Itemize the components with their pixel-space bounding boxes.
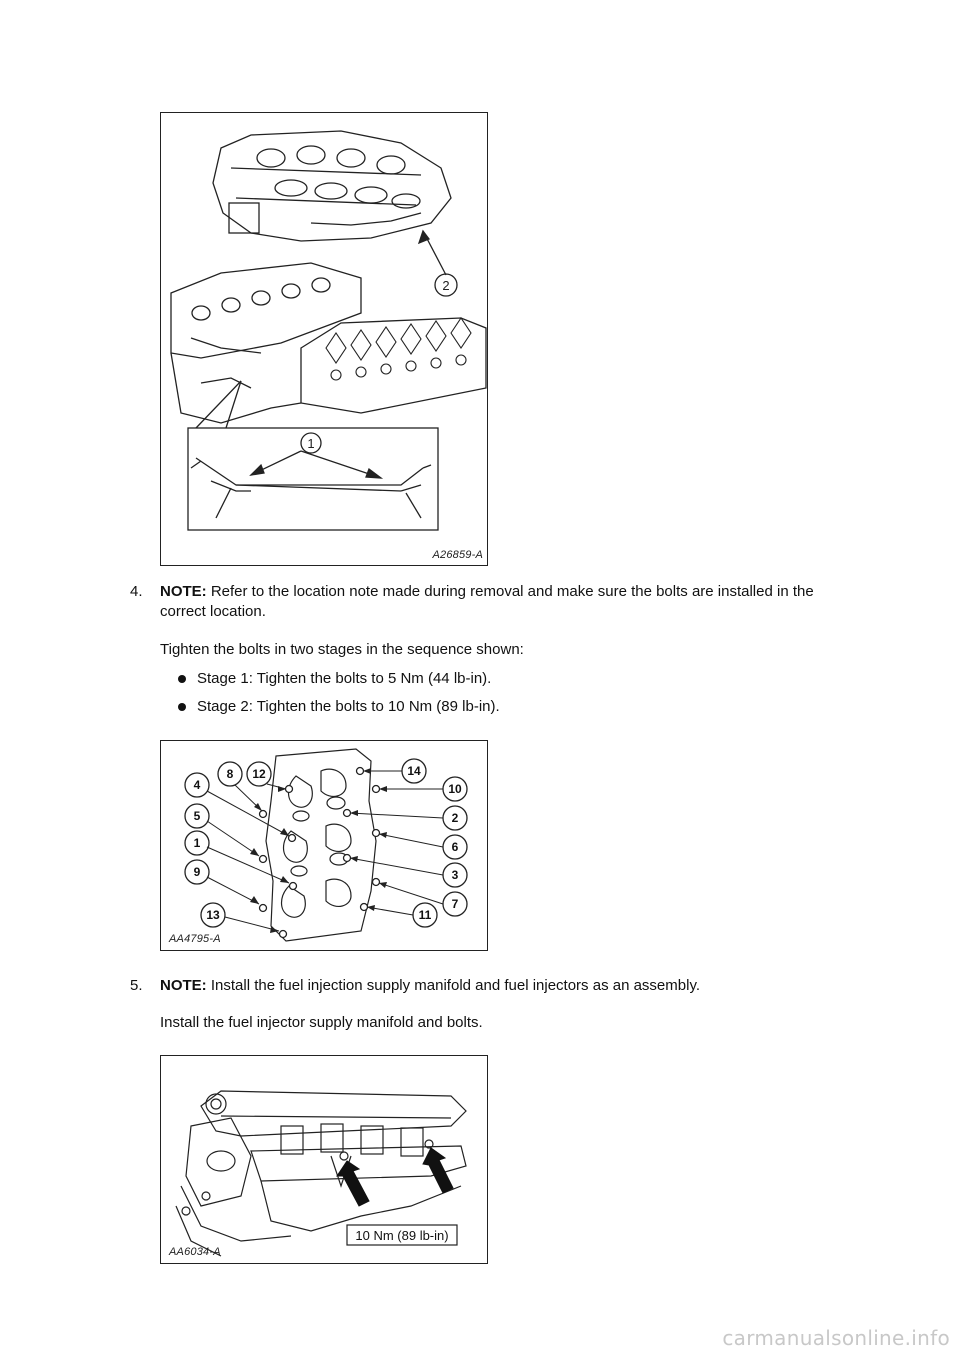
figure-intake-manifold-removal — [160, 112, 488, 566]
note-label: NOTE: — [160, 583, 207, 600]
watermark: carmanualsonline.info — [722, 1326, 950, 1350]
callout-1: 1 — [307, 436, 315, 451]
seq-num-3: 3 — [451, 868, 459, 882]
bullet-text: Stage 2: Tighten the bolts to 10 Nm (89 lb-in). — [197, 698, 500, 715]
figure-id: AA4795-A — [169, 933, 221, 945]
fuel-rail-illustration — [161, 1056, 487, 1263]
bolt-sequence-illustration — [161, 741, 487, 950]
bullet-dot — [178, 675, 186, 683]
seq-num-12: 12 — [252, 767, 266, 781]
seq-num-1: 1 — [193, 836, 201, 850]
step-4-instruction: Tighten the bolts in two stages in the sequence shown: — [160, 641, 524, 658]
figure-bolt-sequence — [160, 740, 488, 951]
figure-id: A26859-A — [432, 549, 483, 561]
step-5-instruction: Install the fuel injector supply manifold and bolts. — [160, 1014, 483, 1031]
step-number: 5. — [130, 977, 143, 994]
seq-num-2: 2 — [451, 811, 459, 825]
seq-num-6: 6 — [451, 840, 459, 854]
seq-num-14: 14 — [407, 764, 421, 778]
manifold-illustration — [161, 113, 487, 565]
note-text: Refer to the location note made during removal and make sure the bolts are installed in the correct location. — [160, 583, 814, 620]
seq-num-8: 8 — [226, 767, 234, 781]
figure-id: AA6034-A — [169, 1246, 221, 1258]
bullet-dot — [178, 703, 186, 711]
figure-fuel-rail-install — [160, 1055, 488, 1264]
seq-num-5: 5 — [193, 809, 201, 823]
torque-label: 10 Nm (89 lb-in) — [355, 1228, 449, 1243]
bullet-text: Stage 1: Tighten the bolts to 5 Nm (44 lb-in). — [197, 670, 492, 687]
seq-num-13: 13 — [206, 908, 220, 922]
seq-num-9: 9 — [193, 865, 201, 879]
note-text: Install the fuel injection supply manifold and fuel injectors as an assembly. — [206, 977, 700, 994]
seq-num-11: 11 — [418, 908, 432, 922]
seq-num-10: 10 — [448, 782, 462, 796]
note-label: NOTE: — [160, 977, 207, 994]
step-number: 4. — [130, 583, 143, 600]
seq-num-4: 4 — [193, 778, 201, 792]
seq-num-7: 7 — [451, 897, 459, 911]
callout-2: 2 — [442, 278, 450, 293]
